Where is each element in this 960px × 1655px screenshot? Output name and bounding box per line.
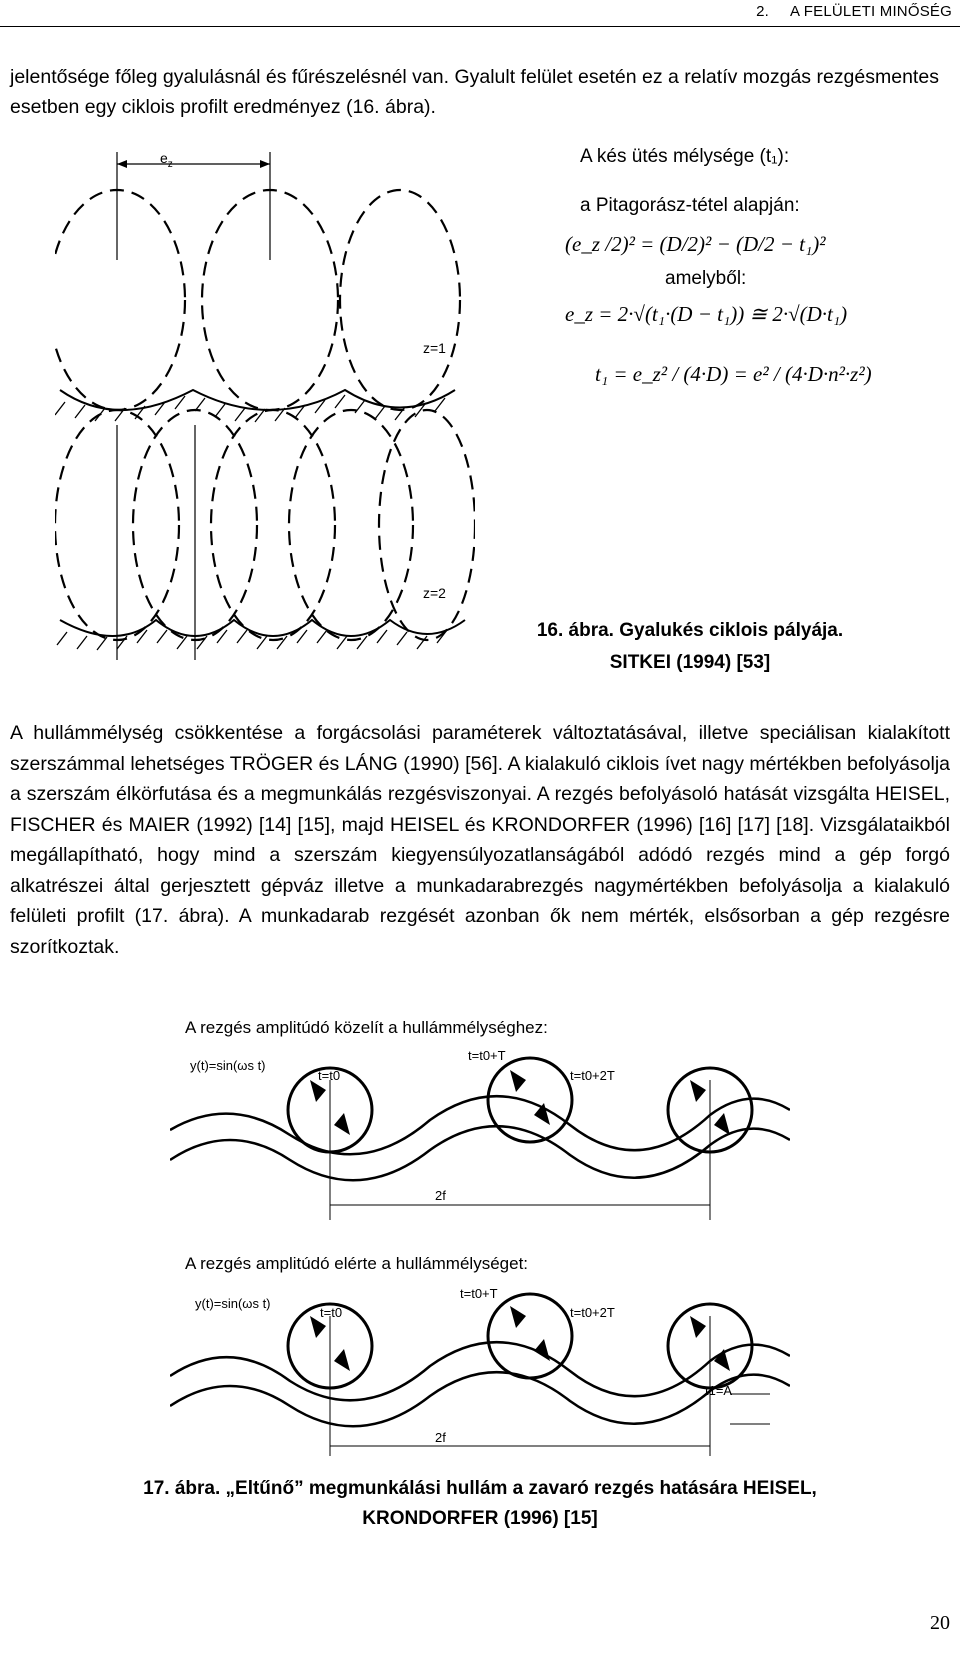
equation-3: t₁ = e_z² / (4·D) = e² / (4·D·n²·z²) [595,362,872,386]
pythagoras-label: a Pitagorász-tétel alapján: [580,195,800,216]
header-rule [0,26,960,27]
t1A-label: t1=A [705,1383,733,1398]
fig16-cycloid-drawing [55,140,475,700]
ez-label: $e_z$ [160,150,173,170]
depth-title: A kés ütés mélysége (t₁): [580,146,790,167]
t02T-label-2: t=t0+2T [570,1305,615,1320]
yt-label-1: y(t)=sin(ωs t) [190,1058,266,1073]
fig16-caption-line2: SITKEI (1994) [53] [609,652,771,673]
equation-1: (e_z /2)² = (D/2)² − (D/2 − t₁)² [565,232,826,256]
body-paragraph: A hullámmélység csökkentése a forgácsolási paraméterek változtatásával, illetve speciálisan kialakított szerszámmal lehetséges TRÖGER és LÁNG (1990) [56]. A kialakuló ciklois ívet nagy mértékben befolyásolja a szerszám élkörfutása és a megmunkálás rezgésviszonyai. A rezgés befolyásoló hatását vizsgálta HEISEL, FISCHER és MAIER (1992) [14] [15], majd HEISEL és KRONDORFER (1996) [16] [17] [18]. Vizsgálataikból megállapítható, hogy mind a szerszám kiegyensúlyozatlanságából adódó rezgés mind a gép forgó alkatrészei által gerjesztett gépváz illetve a munkadarabrezgés nagymértékben befolyásolja a kialakuló felületi profilt (17. ábra). A munkadarab rezgését azonban ők nem mérték, elsősorban a gép rezgésre szorítkoztak. [10,722,950,958]
intro-paragraph: jelentősége főleg gyalulásnál és fűrészelésnél van. Gyalult felület esetén ez a relatív mozgás rezgésmentes esetben egy ciklois profilt eredményez (16. ábra). [10,66,939,118]
fig16-caption-line1: 16. ábra. Gyalukés ciklois pályája. [536,620,844,641]
header-chapter: 2. [756,3,769,20]
equation-2: e_z = 2·√(t₁·(D − t₁)) ≅ 2·√(D·t₁) [565,302,848,326]
2f-label-1: 2f [435,1188,446,1203]
z2-label: z=2 [423,585,446,601]
from-which-label: amelyből: [665,268,747,289]
yt-label-2: y(t)=sin(ωs t) [195,1296,271,1311]
fig17-caption-line2: KRONDORFER (1996) [15] [362,1508,598,1529]
t0-label-2: t=t0 [320,1305,343,1320]
fig17-caption-line1: 17. ábra. „Eltűnő” megmunkálási hullám a zavaró rezgés hatására HEISEL, [143,1478,817,1499]
fig17-panel1-title: A rezgés amplitúdó közelít a hullámmélységhez: [185,1018,548,1037]
fig17-panel2-title: A rezgés amplitúdó elérte a hullámmélységet: [185,1254,529,1273]
2f-label-2: 2f [435,1430,446,1445]
running-header [756,3,952,20]
page-number: 20 [930,1612,950,1634]
t02T-label-1: t=t0+2T [570,1068,615,1083]
z1-label: z=1 [423,340,446,356]
header-title: A FELÜLETI MINŐSÉG [790,3,952,20]
t0-label-1: t=t0 [318,1068,341,1083]
t0T-label-2: t=t0+T [460,1286,498,1301]
t0T-label-1: t=t0+T [468,1048,506,1063]
